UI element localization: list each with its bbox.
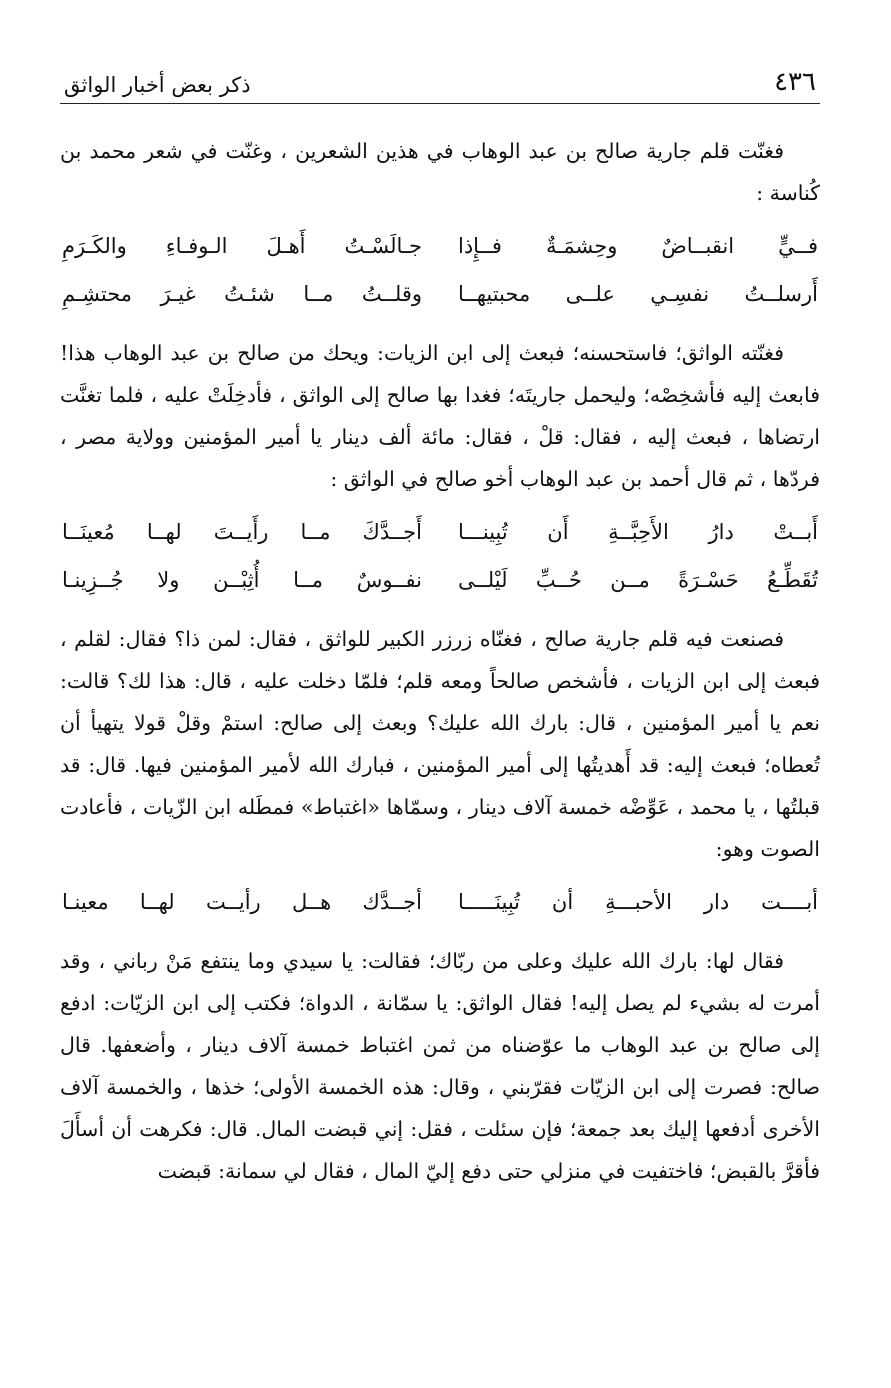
verse-hemistich-second: نفــوسٌ مــا أُثِبْــن ولا جُــزِينـا xyxy=(62,568,422,592)
verse-hemistich-first: أبــــت دار الأحبـــةِ أن تُبِينَـــــا xyxy=(458,890,818,914)
poem-verses xyxy=(60,222,820,318)
verse-line xyxy=(60,508,820,556)
running-title: ذكر بعض أخبار الواثق xyxy=(64,73,251,97)
verse-line xyxy=(60,270,820,318)
verse-hemistich-second: وقلــتُ مــا شئـتُ غيـرَ محتشِـمِ xyxy=(62,282,422,306)
verse-line xyxy=(60,556,820,604)
paragraph-text: فصنعت فيه قلم جارية صالح ، فغنّاه زرزر الكبير للواثق ، فقال: لمن ذا؟ فقال: لقلم ، فبعث إلى ابن الزيات ، فأشخص صالحاً ومعه قلم؛ فلمّا دخلت عليه ، قال: هذا لك؟ قالت: نعم يا أمير المؤمنين ، قال: بارك الله عليك؟ وبعث إلى صالح: استمْ وقلْ قولا يتهيأ أن تُعطاه؛ فبعث إليه: قد أَهديتُها إلى أمير المؤمنين ، فبارك الله لأمير المؤمنين فيها. قال: قد قبلتُها ، يا محمد ، عَوِّضْه خمسة آلاف دينار ، وسمّاها «اغتباط» فمطَله ابن الزّيات ، فأعادت الصوت وهو: xyxy=(60,627,820,861)
paragraph xyxy=(60,618,820,870)
poem-verses xyxy=(60,508,820,604)
paragraph xyxy=(60,332,820,500)
paragraph-text: فغنّت قلم جارية صالح بن عبد الوهاب في هذين الشعرين ، وغنّت في شعر محمد بن كُناسة : xyxy=(60,139,820,205)
verse-line xyxy=(60,878,820,926)
verse-line xyxy=(60,222,820,270)
paragraph-text: فقال لها: بارك الله عليك وعلى من ربّاك؛ فقالت: يا سيدي وما ينتفع مَنْ رباني ، وقد أمرت له بشيء لم يصل إليه! فقال الواثق: يا سمّانة ، الدواة؛ فكتب إلى ابن الزيّات: ادفع إلى صالح بن عبد الوهاب ما عوّضناه من ثمن اغتباط خمسة آلاف دينار ، وأضعفها. قال صالح: فصرت إلى ابن الزيّات فقرّبني ، وقال: هذه الخمسة الأولى؛ خذها ، والخمسة آلاف الأخرى أدفعها إليك بعد جمعة؛ فإن سئلت ، فقل: إني قبضت المال. قال: فكرهت أن أسأَلَ فأقرَّ بالقبض؛ فاختفيت في منزلي حتى دفع إليّ المال ، فقال لي سمانة: قبضت xyxy=(60,949,820,1183)
verse-hemistich-first: أَبــتْ دارُ الأَحِبَّــةِ أَن تُبِينـــا xyxy=(458,520,818,544)
page-number: ٤٣٦ xyxy=(774,67,816,97)
page-content xyxy=(60,130,820,1192)
paragraph-text: فغنّته الواثق؛ فاستحسنه؛ فبعث إلى ابن الزيات: ويحك من صالح بن عبد الوهاب هذا! فابعث إليه فأشخِصْه؛ وليحمل جاريتَه؛ فغدا بها صالح إلى الواثق ، فأدخِلَتْ عليه ، فلما تغنَّت ارتضاها ، فبعث إليه ، فقال: قلْ ، فقال: مائة ألف دينار يا أمير المؤمنين وولاية مصر ، فردّها ، ثم قال أحمد بن عبد الوهاب أخو صالح في الواثق : xyxy=(60,341,820,491)
poem-verses xyxy=(60,878,820,926)
paragraph xyxy=(60,940,820,1192)
verse-hemistich-first: أَرسلــتُ نفسِـي علــى محبتيهــا xyxy=(458,282,818,306)
paragraph xyxy=(60,130,820,214)
page-header xyxy=(60,52,820,104)
verse-hemistich-second: جـالَسْـتُ أَهـلَ الـوفـاءِ والكَـرَمِ xyxy=(62,234,422,258)
book-page xyxy=(60,52,820,1192)
verse-hemistich-second: أجــدَّك هــل رأيــت لهــا معينـا xyxy=(62,890,422,914)
verse-hemistich-first: تُقَطِّـعُ حَسْـرَةً مــن حُــبِّ لَيْلــى xyxy=(458,568,818,592)
verse-hemistich-second: أَجــدَّكَ مــا رأَيــتَ لهــا مُعينَــا xyxy=(62,520,422,544)
verse-hemistich-first: فــيٍّ انقبــاضٌ وحِشمَـةٌ فــإِذا xyxy=(458,234,818,258)
